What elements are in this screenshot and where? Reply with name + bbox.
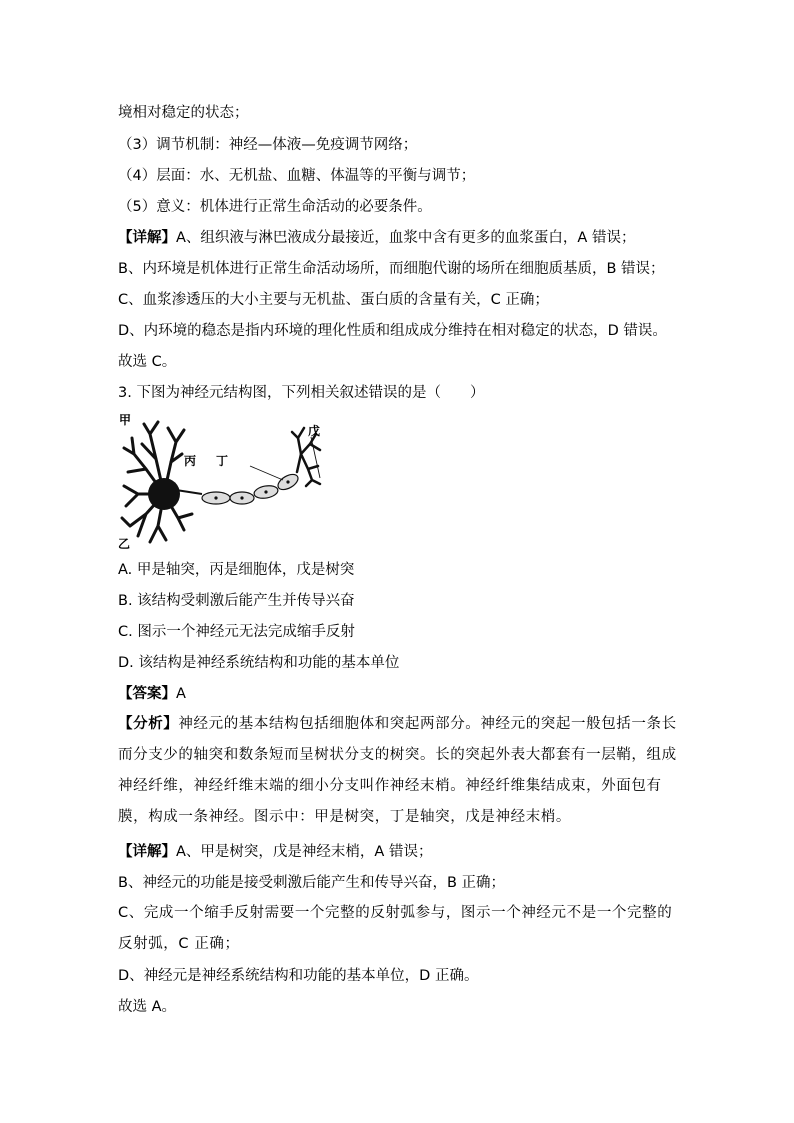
q2-detail-a: A、组织液与淋巴液成分最接近，血浆中含有更多的血浆蛋白，A 错误；	[176, 230, 636, 246]
intro-line-0: 境相对稳定的状态；	[118, 105, 249, 121]
q3-option-b: B. 该结构受刺激后能产生并传导兴奋	[118, 593, 355, 609]
q3-detail-b: B、神经元的功能是接受刺激后能产生和传导兴奋，B 正确；	[118, 875, 506, 891]
q3-stem: 3. 下图为神经元结构图，下列相关叙述错误的是（ ）	[118, 385, 485, 401]
q2-detail-tag: 【详解】	[118, 230, 176, 246]
label-ding: 丁	[216, 454, 229, 468]
q2-detail-d: D、内环境的稳态是指内环境的理化性质和组成成分维持在相对稳定的状态，D 错误。	[118, 323, 667, 339]
q3-detail-tag: 【详解】	[118, 844, 176, 860]
q3-detail-a: A、甲是树突，戊是神经末梢，A 错误；	[176, 844, 433, 860]
q2-detail-c: C、血浆渗透压的大小主要与无机盐、蛋白质的含量有关，C 正确；	[118, 292, 549, 308]
label-bing: 丙	[184, 454, 197, 468]
q3-answer-line	[118, 684, 186, 704]
label-wu: 戊	[308, 424, 321, 438]
q3-option-c: C. 图示一个神经元无法完成缩手反射	[118, 624, 355, 640]
q3-choose: 故选 A。	[118, 999, 177, 1015]
q3-analysis: 神经元的基本结构包括细胞体和突起两部分。神经元的突起一般包括一条长而分支少的轴突和数条短而呈树状分支的树突。长的突起外表大都套有一层鞘，组成神经纤维，神经纤维末端的细小分支叫作神经末梢。神经纤维集结成束，外面包有膜，构成一条神经。图示中：甲是树突，丁是轴突，戊是神经末梢。	[118, 716, 677, 825]
cell-body	[148, 478, 180, 510]
q3-analysis-paragraph	[118, 709, 678, 833]
neuron-drawing	[116, 414, 331, 549]
q2-detail-b: B、内环境是机体进行正常生命活动场所，而细胞代谢的场所在细胞质基质，B 错误；	[118, 261, 665, 277]
q3-answer: A	[176, 686, 186, 702]
q2-choose: 故选 C。	[118, 354, 177, 370]
q3-detail-c: C、完成一个缩手反射需要一个完整的反射弧参与，图示一个神经元不是一个完整的反射弧，C 正确；	[118, 905, 673, 952]
label-yi: 乙	[118, 537, 131, 551]
q3-answer-tag: 【答案】	[118, 686, 176, 702]
q3-option-a: A. 甲是轴突，丙是细胞体，戊是树突	[118, 562, 355, 578]
q3-detail-a-line	[118, 842, 432, 862]
neuron-figure	[116, 414, 331, 549]
label-jia: 甲	[119, 413, 132, 427]
q3-option-d: D. 该结构是神经系统结构和功能的基本单位	[118, 655, 400, 671]
q3-detail-d: D、神经元是神经系统结构和功能的基本单位，D 正确。	[118, 968, 479, 984]
q2-detail-a-line	[118, 228, 635, 248]
intro-item-3: （3）调节机制：神经—体液—免疫调节网络；	[118, 137, 418, 153]
intro-item-5: （5）意义：机体进行正常生命活动的必要条件。	[118, 199, 432, 215]
intro-item-4: （4）层面：水、无机盐、血糖、体温等的平衡与调节；	[118, 168, 476, 184]
q3-analysis-tag: 【分析】	[118, 716, 179, 732]
